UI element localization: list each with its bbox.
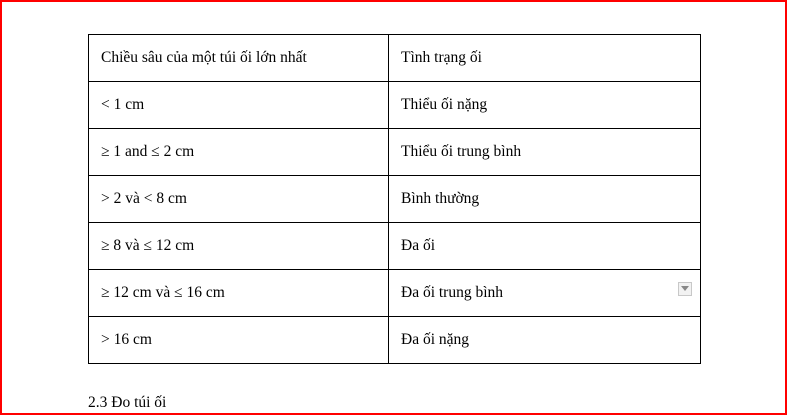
table-cell-depth: ≥ 12 cm và ≤ 16 cm (89, 270, 389, 317)
table-cell-status: Đa ối (389, 223, 701, 270)
table-cell-status: Thiểu ối nặng (389, 82, 701, 129)
table-row (89, 270, 701, 317)
table-cell-depth: ≥ 1 and ≤ 2 cm (89, 129, 389, 176)
chevron-down-icon[interactable] (678, 282, 692, 296)
amniotic-fluid-table (88, 34, 701, 364)
table-cell-depth: ≥ 8 và ≤ 12 cm (89, 223, 389, 270)
table-row (89, 317, 701, 364)
table-header-cell-depth: Chiều sâu của một túi ối lớn nhất (89, 35, 389, 82)
table-row (89, 82, 701, 129)
table-cell-status: Đa ối nặng (389, 317, 701, 364)
table-cell-status: Thiểu ối trung bình (389, 129, 701, 176)
section-caption: 2.3 Đo túi ối (88, 394, 167, 411)
table-cell-depth: < 1 cm (89, 82, 389, 129)
table-header-row (89, 35, 701, 82)
table-header-cell-status: Tình trạng ối (389, 35, 701, 82)
table-cell-status: Bình thường (389, 176, 701, 223)
table-cell-depth: > 2 và < 8 cm (89, 176, 389, 223)
table-row (89, 176, 701, 223)
table-row (89, 129, 701, 176)
table-row (89, 223, 701, 270)
table-cell-depth: > 16 cm (89, 317, 389, 364)
document-body (88, 34, 700, 364)
table-cell-status: Đa ối trung bình (389, 270, 701, 317)
